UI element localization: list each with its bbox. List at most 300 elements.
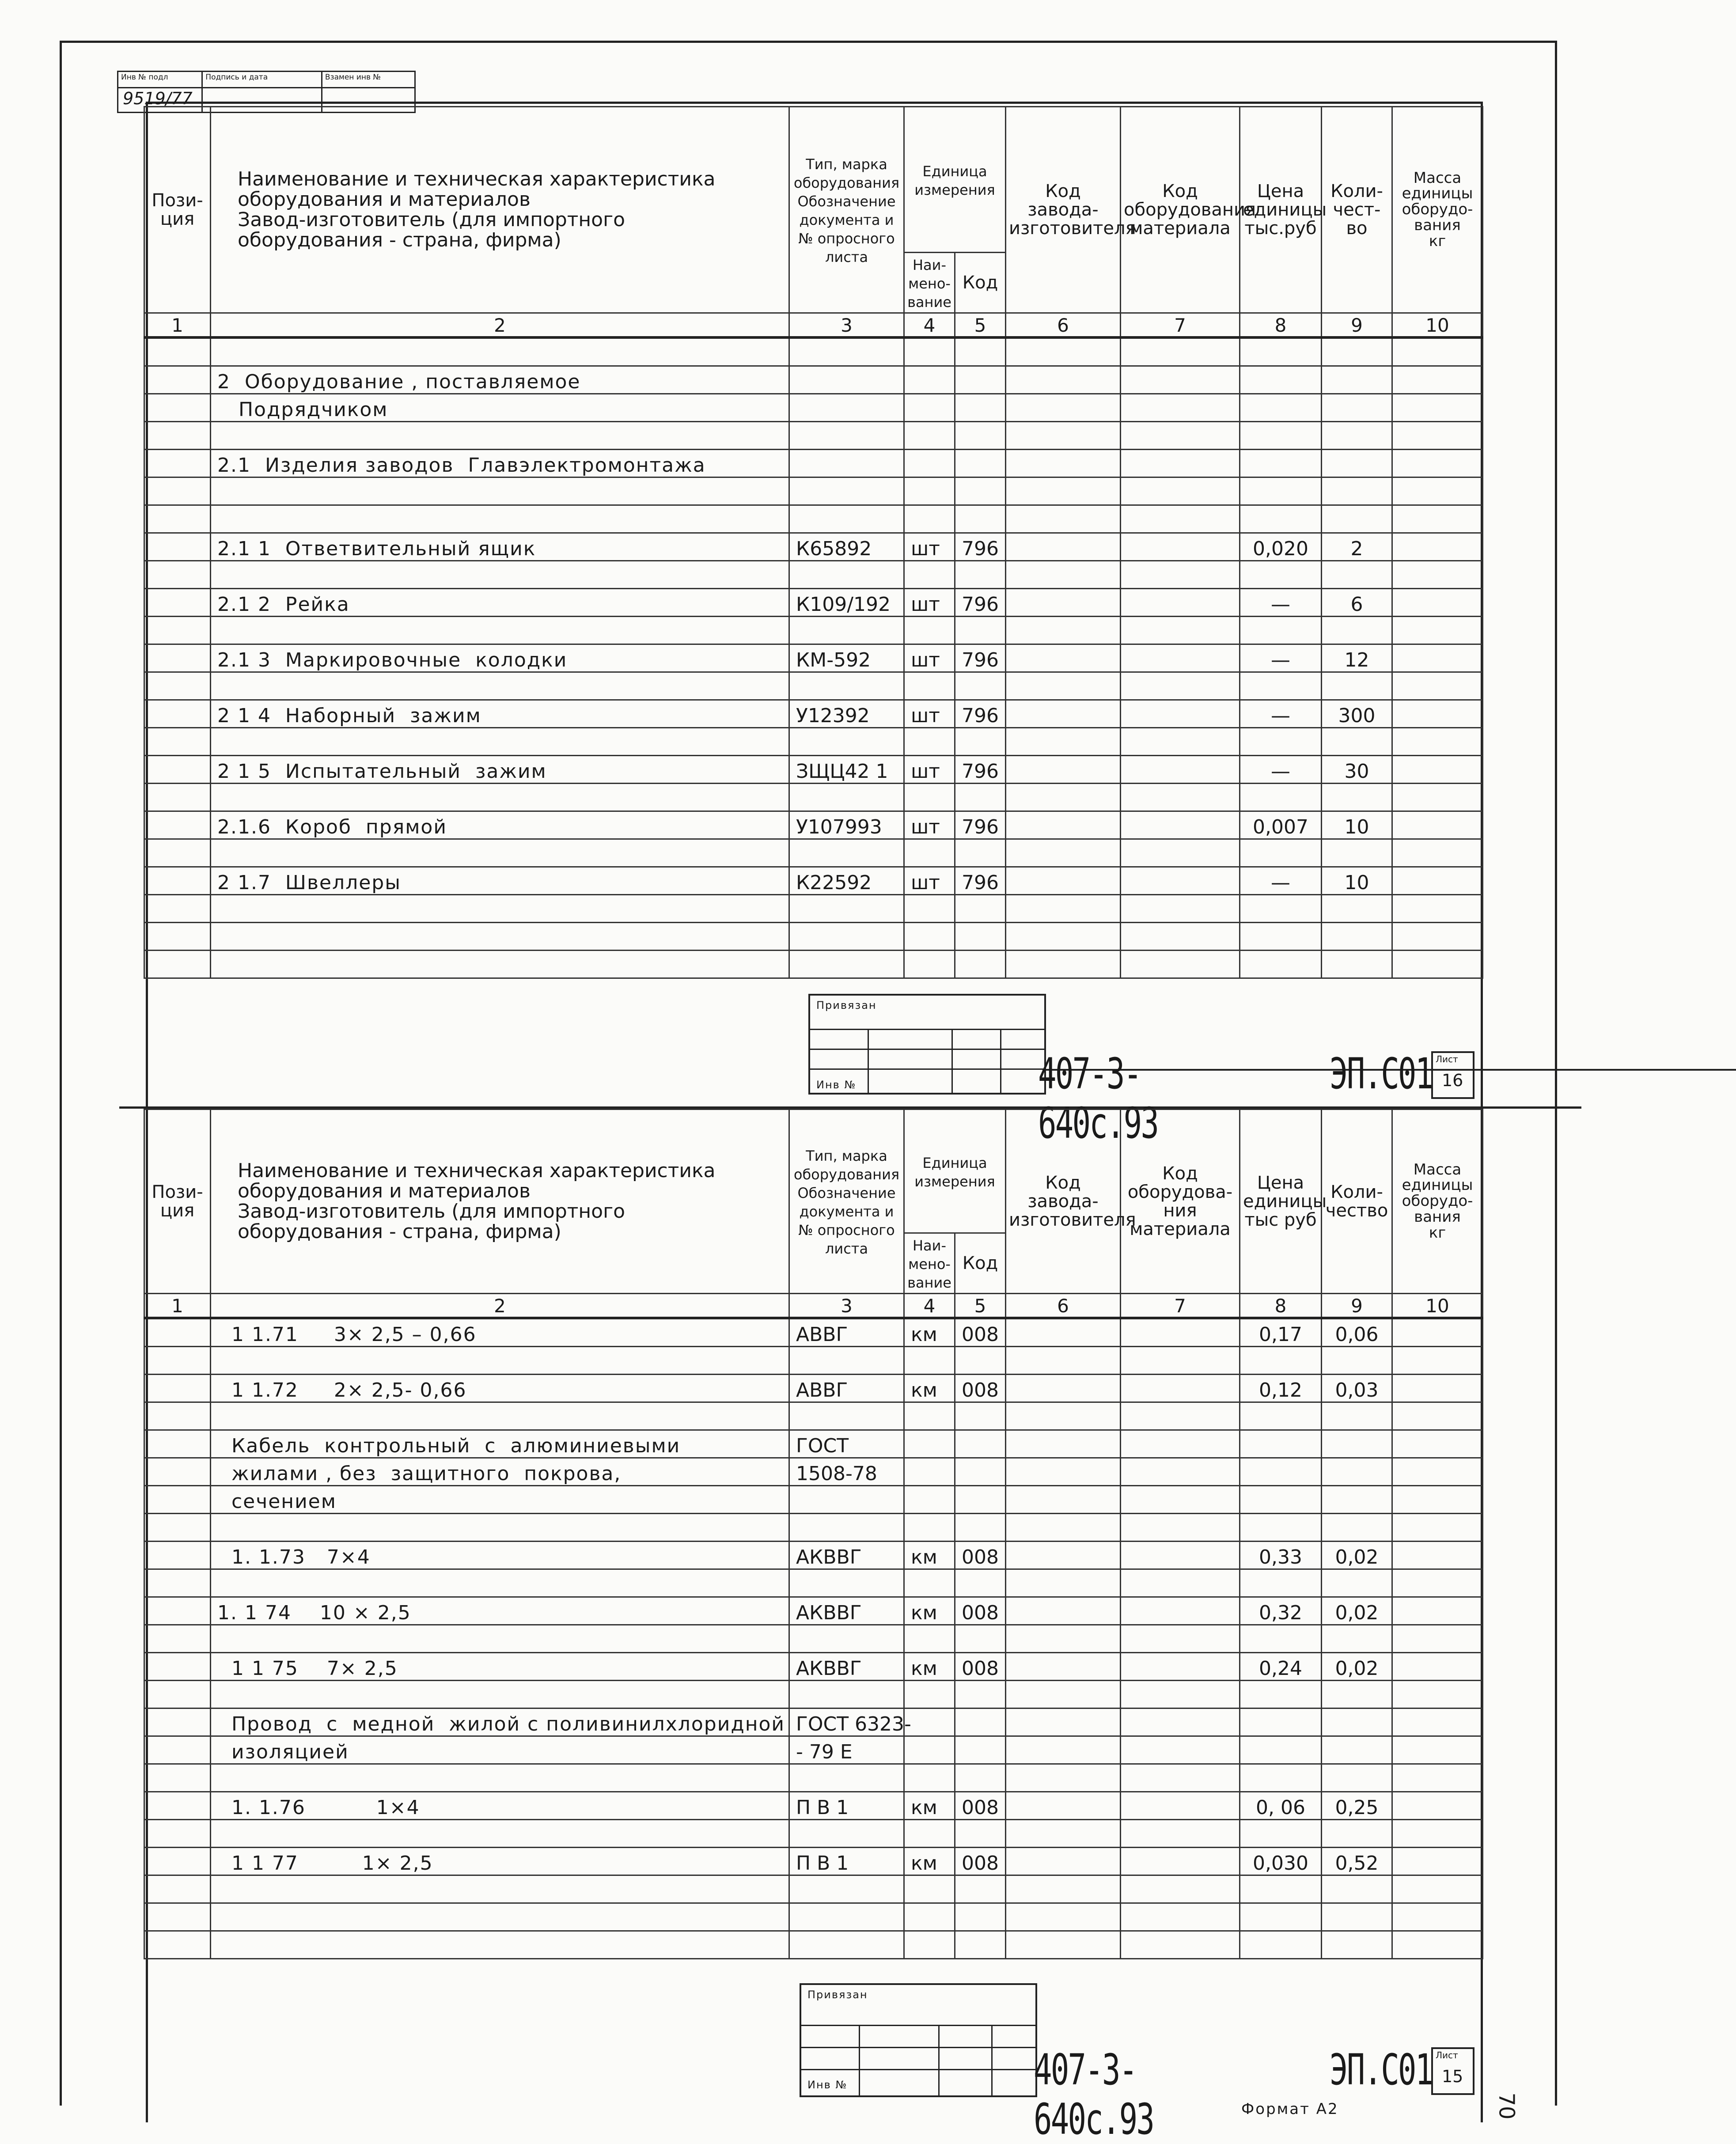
cell-unit xyxy=(904,1625,955,1652)
table-row xyxy=(144,894,1483,922)
cell-qty xyxy=(1322,1680,1392,1708)
cell-code xyxy=(955,1736,1006,1764)
cell-type xyxy=(789,449,904,477)
colnum-6: 6 xyxy=(1006,313,1121,337)
cell-maker xyxy=(1006,950,1121,978)
table-row xyxy=(144,755,1483,783)
cell-type: АКВВГ xyxy=(789,1597,904,1625)
cell-type xyxy=(789,839,904,867)
cell-unit xyxy=(904,1402,955,1430)
cell-mass xyxy=(1392,1569,1483,1597)
table-row xyxy=(144,1847,1483,1875)
cell-pos xyxy=(144,616,211,644)
cell-unit xyxy=(904,894,955,922)
cell-name: изоляцией xyxy=(211,1736,789,1764)
cell-unit xyxy=(904,1346,955,1374)
cell-qty xyxy=(1322,337,1392,366)
cell-type: У12392 xyxy=(789,700,904,727)
cell-name xyxy=(211,839,789,867)
cell-mass xyxy=(1392,1458,1483,1485)
cell-mass xyxy=(1392,616,1483,644)
cell-mass xyxy=(1392,1374,1483,1402)
cell-price xyxy=(1240,337,1322,366)
cell-unit xyxy=(904,1708,955,1736)
cell-pos xyxy=(144,533,211,561)
table-row xyxy=(144,700,1483,727)
cell-equip xyxy=(1121,644,1240,672)
cell-code xyxy=(955,477,1006,505)
cell-type xyxy=(789,1625,904,1652)
cell-mass xyxy=(1392,1485,1483,1513)
cell-price xyxy=(1240,505,1322,533)
cell-equip xyxy=(1121,366,1240,394)
table-row xyxy=(144,1541,1483,1569)
cell-pos xyxy=(144,505,211,533)
lower-header-equip-code: Код оборудова- ния материала xyxy=(1121,1110,1240,1294)
cell-type xyxy=(789,1513,904,1541)
cell-unit xyxy=(904,783,955,811)
cell-equip xyxy=(1121,1819,1240,1847)
cell-code xyxy=(955,1625,1006,1652)
cell-price xyxy=(1240,922,1322,950)
cell-code xyxy=(955,337,1006,366)
cell-qty: 0,02 xyxy=(1322,1541,1392,1569)
cell-pos xyxy=(144,1875,211,1903)
table-row xyxy=(144,1374,1483,1402)
cell-maker xyxy=(1006,1541,1121,1569)
cell-maker xyxy=(1006,1736,1121,1764)
cell-qty xyxy=(1322,1346,1392,1374)
table-row xyxy=(144,1513,1483,1541)
header-unit-name: Наи- мено- вание xyxy=(904,253,955,313)
table-row xyxy=(144,1597,1483,1625)
cell-type xyxy=(789,727,904,755)
cell-unit xyxy=(904,950,955,978)
cell-code xyxy=(955,1708,1006,1736)
cell-qty: 10 xyxy=(1322,867,1392,894)
table-row xyxy=(144,1903,1483,1931)
cell-name xyxy=(211,561,789,588)
cell-price: — xyxy=(1240,588,1322,616)
table-row xyxy=(144,588,1483,616)
lower-header-qty: Коли- чество xyxy=(1322,1110,1392,1294)
cell-unit xyxy=(904,1485,955,1513)
table-row xyxy=(144,1402,1483,1430)
cell-maker xyxy=(1006,1485,1121,1513)
lower-header-mass: Масса единицы оборудо- вания кг xyxy=(1392,1110,1483,1294)
cell-type: К109/192 xyxy=(789,588,904,616)
cell-maker xyxy=(1006,1680,1121,1708)
cell-maker xyxy=(1006,1931,1121,1958)
cell-equip xyxy=(1121,1541,1240,1569)
cell-code: 008 xyxy=(955,1374,1006,1402)
cell-maker xyxy=(1006,811,1121,839)
cell-pos xyxy=(144,421,211,449)
table-row xyxy=(144,449,1483,477)
cell-price xyxy=(1240,1346,1322,1374)
cell-qty xyxy=(1322,1569,1392,1597)
table-row xyxy=(144,1569,1483,1597)
table-row xyxy=(144,672,1483,700)
cell-unit: шт xyxy=(904,588,955,616)
cell-mass xyxy=(1392,449,1483,477)
cell-qty xyxy=(1322,839,1392,867)
lower-header-position: Пози- ция xyxy=(144,1110,211,1294)
cell-mass xyxy=(1392,867,1483,894)
cell-pos xyxy=(144,1597,211,1625)
cell-unit: км xyxy=(904,1318,955,1347)
cell-pos xyxy=(144,394,211,421)
table-row xyxy=(144,727,1483,755)
cell-qty xyxy=(1322,672,1392,700)
cell-type xyxy=(789,1931,904,1958)
table-row xyxy=(144,811,1483,839)
cell-price xyxy=(1240,1569,1322,1597)
colnum-4: 4 xyxy=(904,313,955,337)
cell-equip xyxy=(1121,1875,1240,1903)
cell-type xyxy=(789,394,904,421)
table-row xyxy=(144,477,1483,505)
cell-mass xyxy=(1392,1819,1483,1847)
cell-unit: км xyxy=(904,1792,955,1819)
lower-header-unit: Единица измерения xyxy=(904,1110,1006,1233)
header-qty: Коли- чест- во xyxy=(1322,107,1392,313)
cell-unit xyxy=(904,839,955,867)
cell-mass xyxy=(1392,1736,1483,1764)
lower-binding-grid xyxy=(800,1983,1037,2097)
table-row xyxy=(144,366,1483,394)
cell-name xyxy=(211,1903,789,1931)
cell-name: 1 1.72 2× 2,5- 0,66 xyxy=(211,1374,789,1402)
cell-pos xyxy=(144,1792,211,1819)
cell-name: сечением xyxy=(211,1485,789,1513)
cell-type xyxy=(789,421,904,449)
stamp-inv-label: Инв № подл xyxy=(121,73,168,82)
cell-mass xyxy=(1392,1652,1483,1680)
cell-code xyxy=(955,839,1006,867)
cell-maker xyxy=(1006,1903,1121,1931)
format-label: Формат А2 xyxy=(1241,2100,1339,2118)
cell-equip xyxy=(1121,394,1240,421)
lower-colnum-10: 10 xyxy=(1392,1294,1483,1318)
cell-name xyxy=(211,1931,789,1958)
cell-pos xyxy=(144,337,211,366)
cell-maker xyxy=(1006,533,1121,561)
cell-unit xyxy=(904,477,955,505)
cell-name: 2.1 3 Маркировочные колодки xyxy=(211,644,789,672)
cell-price xyxy=(1240,1513,1322,1541)
cell-type xyxy=(789,366,904,394)
cell-qty xyxy=(1322,1513,1392,1541)
table-row xyxy=(144,533,1483,561)
cell-equip xyxy=(1121,783,1240,811)
cell-qty xyxy=(1322,561,1392,588)
cell-unit xyxy=(904,1764,955,1792)
cell-code xyxy=(955,727,1006,755)
cell-qty xyxy=(1322,1458,1392,1485)
cell-price xyxy=(1240,1625,1322,1652)
cell-name: Подрядчиком xyxy=(211,394,789,421)
table-row xyxy=(144,1652,1483,1680)
cell-unit xyxy=(904,727,955,755)
cell-name xyxy=(211,1819,789,1847)
cell-code xyxy=(955,616,1006,644)
cell-name xyxy=(211,894,789,922)
cell-equip xyxy=(1121,1708,1240,1736)
cell-maker xyxy=(1006,1597,1121,1625)
cell-price: — xyxy=(1240,644,1322,672)
cell-equip xyxy=(1121,1485,1240,1513)
cell-maker xyxy=(1006,1652,1121,1680)
cell-qty: 0,06 xyxy=(1322,1318,1392,1347)
cell-type xyxy=(789,1346,904,1374)
header-equip-code: Код оборудования материала xyxy=(1121,107,1240,313)
upper-doc-code: 407-3-640с.93 xyxy=(1038,1049,1158,1148)
cell-code: 008 xyxy=(955,1318,1006,1347)
cell-mass xyxy=(1392,727,1483,755)
table-row xyxy=(144,1680,1483,1708)
cell-maker xyxy=(1006,1458,1121,1485)
cell-code: 796 xyxy=(955,700,1006,727)
stamp-inv-value: 9519/77 xyxy=(123,89,193,108)
cell-pos xyxy=(144,1485,211,1513)
cell-equip xyxy=(1121,588,1240,616)
cell-name: жилами , без защитного покрова, xyxy=(211,1458,789,1485)
cell-price: — xyxy=(1240,755,1322,783)
cell-unit xyxy=(904,672,955,700)
cell-type: У107993 xyxy=(789,811,904,839)
cell-price xyxy=(1240,421,1322,449)
cell-maker xyxy=(1006,727,1121,755)
cell-price xyxy=(1240,1458,1322,1485)
cell-equip xyxy=(1121,337,1240,366)
cell-pos xyxy=(144,1652,211,1680)
cell-mass xyxy=(1392,1597,1483,1625)
cell-code xyxy=(955,1402,1006,1430)
table-row xyxy=(144,1875,1483,1903)
cell-price: 0,12 xyxy=(1240,1374,1322,1402)
cell-name xyxy=(211,783,789,811)
cell-code: 008 xyxy=(955,1847,1006,1875)
cell-unit xyxy=(904,1430,955,1458)
cell-pos xyxy=(144,449,211,477)
cell-maker xyxy=(1006,1346,1121,1374)
cell-equip xyxy=(1121,1652,1240,1680)
cell-name xyxy=(211,1764,789,1792)
table-row xyxy=(144,616,1483,644)
cell-price: 0,33 xyxy=(1240,1541,1322,1569)
cell-code xyxy=(955,394,1006,421)
cell-mass xyxy=(1392,922,1483,950)
lower-colnum-row xyxy=(144,1294,1483,1318)
cell-unit xyxy=(904,1513,955,1541)
cell-qty xyxy=(1322,922,1392,950)
table-row xyxy=(144,394,1483,421)
cell-equip xyxy=(1121,700,1240,727)
cell-name xyxy=(211,950,789,978)
lower-header-maker-code: Код завода- изготовителя xyxy=(1006,1110,1121,1294)
cell-name: 2 1 4 Наборный зажим xyxy=(211,700,789,727)
colnum-5: 5 xyxy=(955,313,1006,337)
cell-qty xyxy=(1322,950,1392,978)
cell-equip xyxy=(1121,561,1240,588)
cell-code xyxy=(955,672,1006,700)
cell-maker xyxy=(1006,644,1121,672)
cell-price xyxy=(1240,1764,1322,1792)
cell-maker xyxy=(1006,1875,1121,1903)
cell-mass xyxy=(1392,505,1483,533)
upper-privyazan-label: Привязан xyxy=(816,999,877,1011)
cell-price: 0,32 xyxy=(1240,1597,1322,1625)
cell-name: 2.1.6 Короб прямой xyxy=(211,811,789,839)
cell-equip xyxy=(1121,727,1240,755)
cell-name xyxy=(211,1680,789,1708)
page-corner-number: 70 xyxy=(1494,2092,1519,2120)
cell-price: 0,030 xyxy=(1240,1847,1322,1875)
cell-pos xyxy=(144,1569,211,1597)
cell-price: — xyxy=(1240,700,1322,727)
cell-type: АКВВГ xyxy=(789,1652,904,1680)
cell-maker xyxy=(1006,894,1121,922)
upper-sheet-label: Лист xyxy=(1436,1054,1458,1064)
cell-qty: 0,25 xyxy=(1322,1792,1392,1819)
cell-maker xyxy=(1006,755,1121,783)
cell-equip xyxy=(1121,616,1240,644)
cell-maker xyxy=(1006,1569,1121,1597)
table-row xyxy=(144,1792,1483,1819)
cell-pos xyxy=(144,1847,211,1875)
cell-name: Кабель контрольный с алюминиевыми xyxy=(211,1430,789,1458)
colnum-3: 3 xyxy=(789,313,904,337)
cell-mass xyxy=(1392,1680,1483,1708)
lower-spec-table xyxy=(144,1109,1483,1959)
cell-maker xyxy=(1006,505,1121,533)
lower-sheet-number xyxy=(1431,2047,1474,2095)
upper-header-row xyxy=(144,107,1483,253)
cell-price xyxy=(1240,1931,1322,1958)
cell-type: АКВВГ xyxy=(789,1541,904,1569)
cell-pos xyxy=(144,700,211,727)
cell-unit xyxy=(904,1931,955,1958)
cell-name xyxy=(211,616,789,644)
cell-price xyxy=(1240,1402,1322,1430)
cell-qty xyxy=(1322,1708,1392,1736)
cell-maker xyxy=(1006,1792,1121,1819)
lower-table-body xyxy=(144,1318,1483,1959)
table-row xyxy=(144,337,1483,366)
cell-type xyxy=(789,950,904,978)
cell-mass xyxy=(1392,588,1483,616)
cell-unit: км xyxy=(904,1652,955,1680)
cell-mass xyxy=(1392,1764,1483,1792)
cell-mass xyxy=(1392,755,1483,783)
cell-qty xyxy=(1322,1819,1392,1847)
table-row xyxy=(144,1736,1483,1764)
cell-code xyxy=(955,1513,1006,1541)
cell-name xyxy=(211,337,789,366)
cell-code xyxy=(955,1875,1006,1903)
cell-qty: 12 xyxy=(1322,644,1392,672)
cell-price xyxy=(1240,1875,1322,1903)
cell-unit: шт xyxy=(904,811,955,839)
table-row xyxy=(144,644,1483,672)
cell-equip xyxy=(1121,421,1240,449)
cell-equip xyxy=(1121,1847,1240,1875)
cell-name: 2.1 1 Ответвительный ящик xyxy=(211,533,789,561)
cell-maker xyxy=(1006,1402,1121,1430)
cell-name: 1 1.71 3× 2,5 – 0,66 xyxy=(211,1318,789,1347)
cell-name: 2.1 Изделия заводов Главэлектромонтажа xyxy=(211,449,789,477)
cell-code: 008 xyxy=(955,1652,1006,1680)
cell-maker xyxy=(1006,1764,1121,1792)
lower-header-price: Цена единицы тыс руб xyxy=(1240,1110,1322,1294)
cell-qty xyxy=(1322,1931,1392,1958)
lower-privyazan-label: Привязан xyxy=(807,1989,868,2001)
cell-type: ГОСТ 6323- xyxy=(789,1708,904,1736)
cell-maker xyxy=(1006,1318,1121,1347)
cell-qty xyxy=(1322,477,1392,505)
cell-type xyxy=(789,616,904,644)
cell-equip xyxy=(1121,1792,1240,1819)
cell-pos xyxy=(144,894,211,922)
cell-equip xyxy=(1121,867,1240,894)
cell-pos xyxy=(144,1402,211,1430)
cell-code xyxy=(955,894,1006,922)
cell-unit: шт xyxy=(904,644,955,672)
cell-code xyxy=(955,1903,1006,1931)
cell-mass xyxy=(1392,1541,1483,1569)
cell-qty xyxy=(1322,505,1392,533)
cell-mass xyxy=(1392,1346,1483,1374)
cell-name xyxy=(211,922,789,950)
cell-code: 796 xyxy=(955,755,1006,783)
cell-code: 796 xyxy=(955,867,1006,894)
cell-name xyxy=(211,1346,789,1374)
cell-mass xyxy=(1392,1931,1483,1958)
cell-mass xyxy=(1392,1903,1483,1931)
cell-price: 0,007 xyxy=(1240,811,1322,839)
cell-price xyxy=(1240,1430,1322,1458)
cell-unit xyxy=(904,449,955,477)
cell-type: ГОСТ xyxy=(789,1430,904,1458)
cell-qty xyxy=(1322,1903,1392,1931)
cell-maker xyxy=(1006,839,1121,867)
cell-price xyxy=(1240,839,1322,867)
cell-equip xyxy=(1121,672,1240,700)
cell-type xyxy=(789,477,904,505)
cell-maker xyxy=(1006,1819,1121,1847)
lower-colnum-6: 6 xyxy=(1006,1294,1121,1318)
cell-unit: шт xyxy=(904,700,955,727)
cell-code: 008 xyxy=(955,1792,1006,1819)
lower-header-name: Наименование и техническая характеристика оборудования и материалов Завод-изготовитель (для импортного оборудования - страна, фирма) xyxy=(211,1110,789,1294)
cell-pos xyxy=(144,1541,211,1569)
cell-price xyxy=(1240,477,1322,505)
cell-qty xyxy=(1322,894,1392,922)
cell-code xyxy=(955,561,1006,588)
cell-maker xyxy=(1006,672,1121,700)
cell-unit: км xyxy=(904,1597,955,1625)
table-row xyxy=(144,783,1483,811)
cell-mass xyxy=(1392,421,1483,449)
cell-code: 008 xyxy=(955,1597,1006,1625)
cell-name xyxy=(211,1625,789,1652)
cell-price: — xyxy=(1240,867,1322,894)
cell-maker xyxy=(1006,449,1121,477)
cell-unit xyxy=(904,1875,955,1903)
cell-pos xyxy=(144,1680,211,1708)
cell-qty: 300 xyxy=(1322,700,1392,727)
